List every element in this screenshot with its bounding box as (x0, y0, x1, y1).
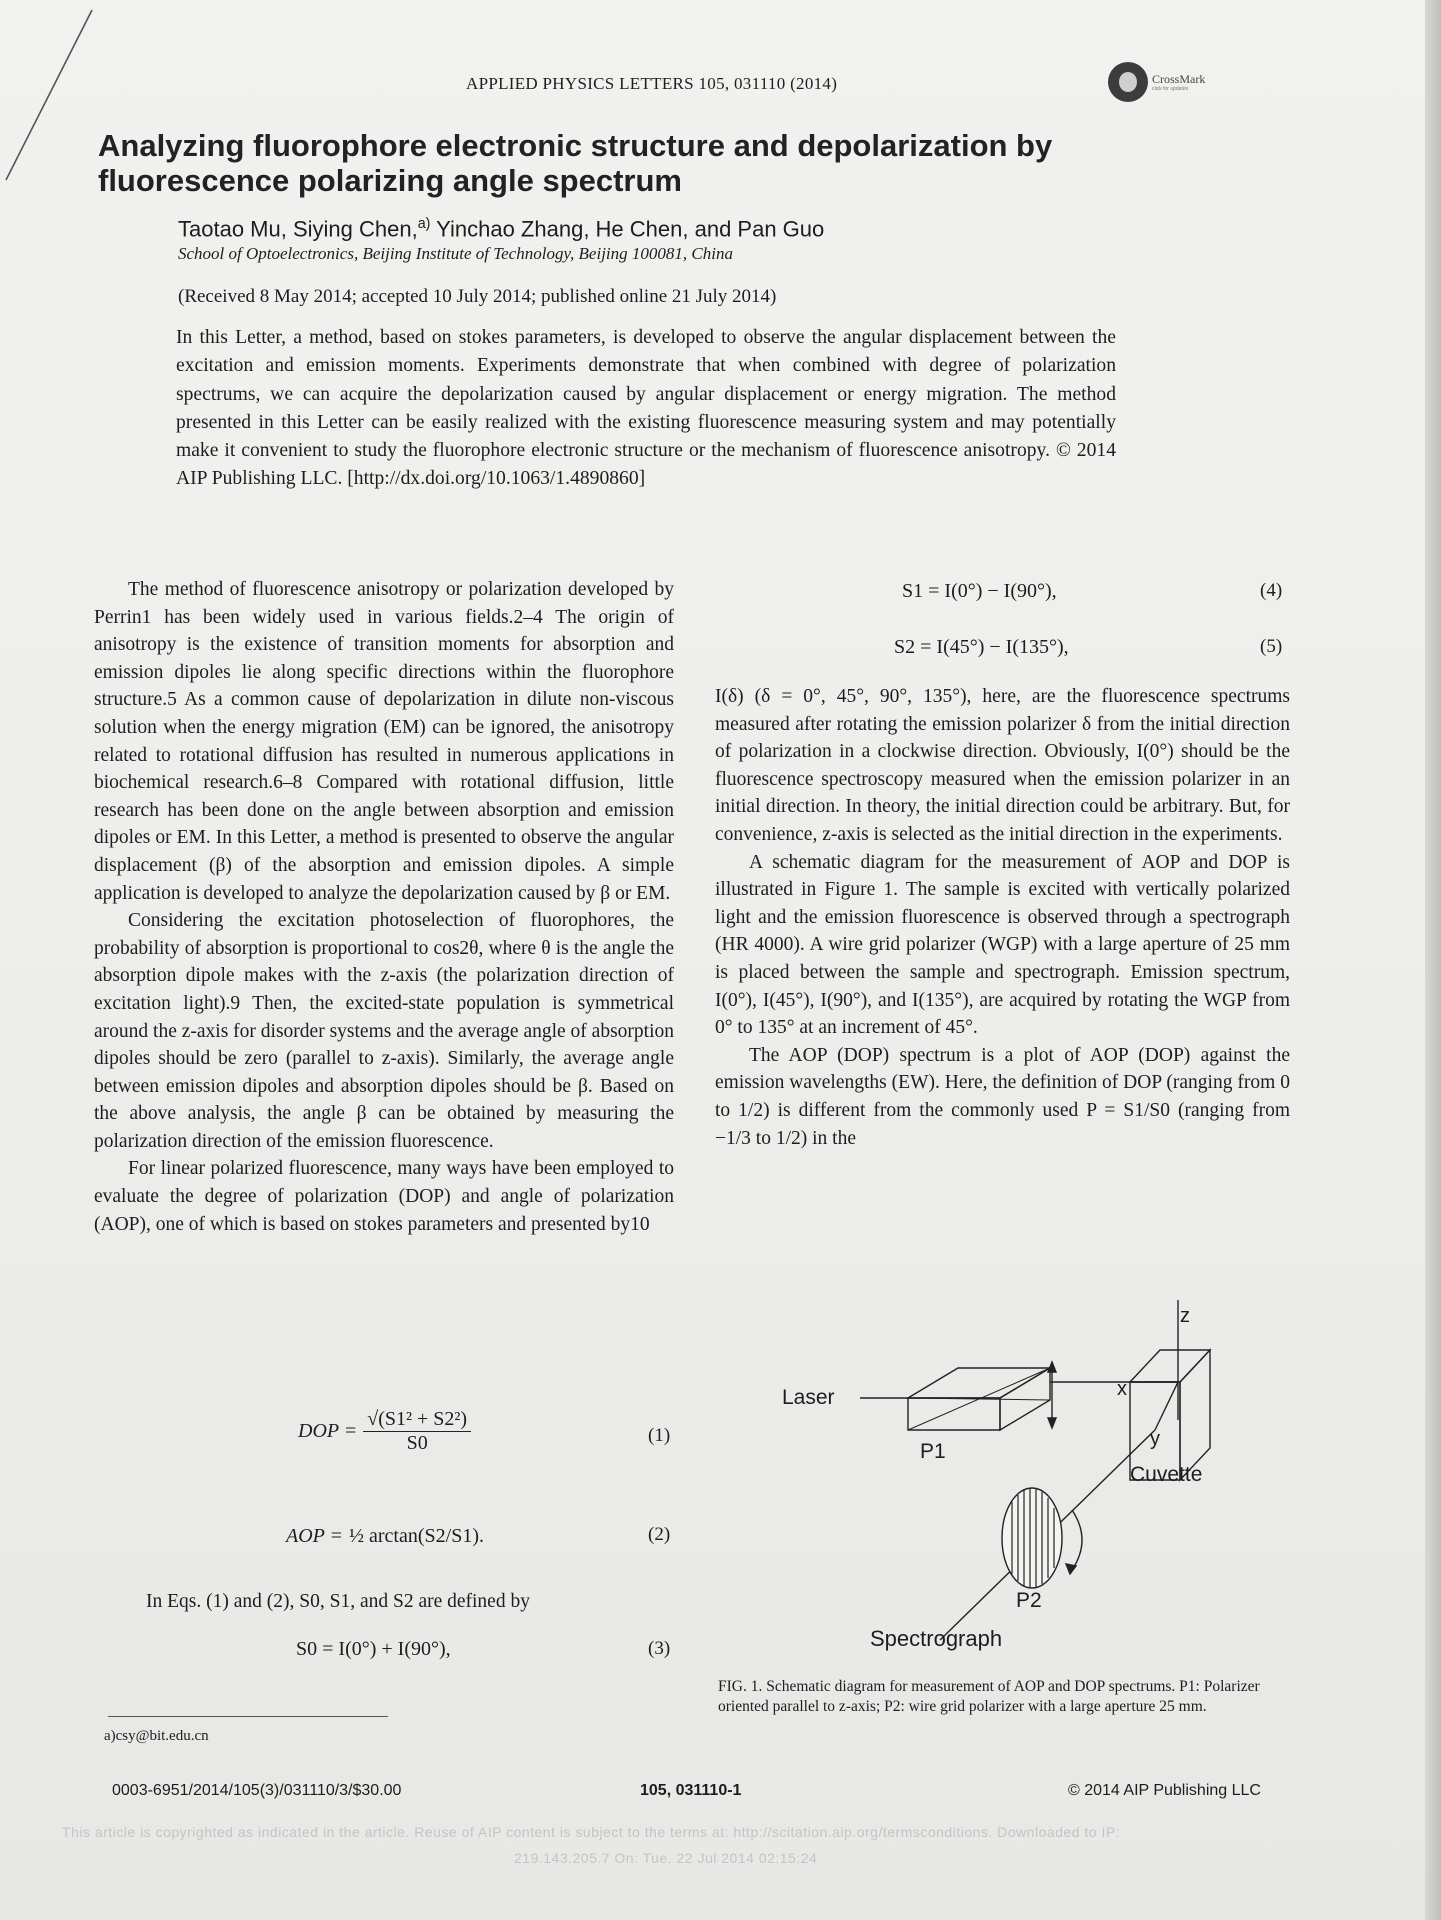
equation-1-number: (1) (648, 1425, 671, 1446)
abstract: In this Letter, a method, based on stokes parameters, is developed to observe the angular displacement between the excitation and emission moments. Experiments demonstrate that when combined with degree of polarization spectrums, we can acquire the depolarization caused by angular displacement or energy migration. The method presented in this Letter can be easily realized with the existing fluorescence measuring system and may potentially make it convenient to study the fluorophore electronic structure or the mechanism of fluorescence anisotropy. © 2014 AIP Publishing LLC. [http://dx.doi.org/10.1063/1.4890860] (176, 327, 1116, 490)
eq1-lhs: DOP = (298, 1420, 358, 1442)
eqs-defined-text: In Eqs. (1) and (2), S0, S1, and S2 are defined by (146, 1591, 530, 1612)
authors-b: Yinchao Zhang, He Chen, and Pan Guo (430, 216, 825, 242)
equation-2-number: (2) (648, 1524, 671, 1545)
figure-label-p2: P2 (1016, 1589, 1042, 1612)
footnote: a)csy@bit.edu.cn (104, 1728, 209, 1744)
paper-title: Analyzing fluorophore electronic structure and depolarization by fluorescence polarizing angle spectrum (98, 128, 1053, 198)
equation-5-number: (5) (1260, 636, 1283, 657)
crossmark-badge[interactable] (1108, 62, 1205, 102)
figure-label-x: x (1117, 1378, 1127, 1400)
author-list (178, 216, 824, 242)
equation-3-number: (3) (648, 1638, 671, 1659)
figure-label-spectrograph: Spectrograph (870, 1626, 1003, 1651)
equation-2 (286, 1525, 484, 1548)
equation-5: S2 = I(45°) − I(135°), (894, 636, 1069, 658)
crossmark-sub: click for updates (1152, 85, 1189, 92)
eq1-denominator: S0 (406, 1432, 428, 1454)
figure-label-z: z (1180, 1305, 1190, 1327)
received-dates: (Received 8 May 2014; accepted 10 July 2014; published online 21 July 2014) (178, 286, 777, 307)
footer-issn: 0003-6951/2014/105(3)/031110/3/$30.00 (112, 1782, 402, 1799)
figure-label-y: y (1150, 1428, 1160, 1450)
eq2-lhs: AOP = (286, 1525, 344, 1547)
crossmark-label: CrossMark (1152, 71, 1206, 86)
figure-label-cuvette: Cuvette (1130, 1463, 1203, 1486)
equation-1 (298, 1408, 471, 1455)
figure-label-p1: P1 (920, 1440, 946, 1463)
right-column (715, 683, 1290, 1152)
eq1-numerator: √(S1² + S2²) (363, 1408, 471, 1432)
page-edge-shadow (1425, 0, 1441, 1920)
author-footnote-mark: a) (417, 216, 431, 232)
authors-a: Taotao Mu, Siying Chen, (178, 216, 418, 242)
equation-4-number: (4) (1260, 580, 1283, 601)
left-column (94, 576, 674, 1238)
left-paragraph-3: For linear polarized fluorescence, many ways have been employed to evaluate the degree of polarization (DOP) and angle of polarization (AOP), one of which is based on stokes parameters and presented by10 (94, 1158, 674, 1235)
footer-copyright: © 2014 AIP Publishing LLC (1068, 1782, 1261, 1799)
download-watermark-line1: This article is copyrighted as indicated in the article. Reuse of AIP content is subject to the terms at: http://scitation.aip.org/termsconditions. Downloaded to IP: (62, 1824, 1121, 1840)
journal-header: APPLIED PHYSICS LETTERS 105, 031110 (2014) (466, 74, 838, 93)
figure-1-caption: FIG. 1. Schematic diagram for measurement of AOP and DOP spectrums. P1: Polarizer oriented parallel to z-axis; P2: wire grid polarizer with a large aperture 25 mm. (718, 1678, 1260, 1715)
figure-label-laser: Laser (782, 1386, 835, 1409)
eq2-body: ½ arctan(S2/S1). (349, 1525, 484, 1547)
right-paragraph-1: I(δ) (δ = 0°, 45°, 90°, 135°), here, are the fluorescence spectrums measured after rotating the emission polarizer δ from the initial direction of polarization in a clockwise direction. Obviously, I(0°) should be the fluorescence spectroscopy measured when the emission polarizer in an initial direction. In theory, the initial direction could be arbitrary. But, for convenience, z-axis is selected as the initial direction in the experiments. (715, 686, 1290, 845)
right-paragraph-2: A schematic diagram for the measurement of AOP and DOP is illustrated in Figure 1. The sample is excited with vertically polarized light and the emission fluorescence is observed through a spectrograph (HR 4000). A wire grid polarizer (WGP) with a large aperture of 25 mm is placed between the sample and spectrograph. Emission spectrum, I(0°), I(45°), I(90°), and I(135°), are acquired by rotating the WGP from 0° to 135° at an increment of 45°. (715, 851, 1290, 1039)
footer-page-number: 105, 031110-1 (640, 1782, 742, 1799)
corner-fold-line (0, 0, 110, 200)
crossmark-icon (1108, 62, 1148, 102)
download-watermark-line2: 219.143.205.7 On: Tue, 22 Jul 2014 02:15:24 (514, 1850, 818, 1866)
equation-3: S0 = I(0°) + I(90°), (296, 1638, 451, 1660)
left-paragraph-2: Considering the excitation photoselection of fluorophores, the probability of absorption is proportional to cos2θ, where θ is the angle the absorption dipole makes with the z-axis (the polarization direction of excitation light).9 Then, the excited-state population is symmetrical around the z-axis for disorder systems and the average angle of absorption dipoles should be zero (parallel to z-axis). Similarly, the average angle between emission dipoles and absorption dipoles should be β. Based on the above analysis, the angle β can be obtained by measuring the polarization direction of the emission fluorescence. (94, 910, 674, 1152)
affiliation: School of Optoelectronics, Beijing Institute of Technology, Beijing 100081, China (178, 244, 733, 263)
right-paragraph-3: The AOP (DOP) spectrum is a plot of AOP (DOP) against the emission wavelengths (EW). Here, the definition of DOP (ranging from 0 to 1/2) is different from the commonly used P = S1/S0 (ranging from −1/3 to 1/2) in the (715, 1044, 1290, 1149)
footnote-rule (108, 1716, 388, 1717)
eq1-fraction (363, 1408, 471, 1455)
left-paragraph-1: The method of fluorescence anisotropy or polarization developed by Perrin1 has been widely used in various fields.2–4 The origin of anisotropy is the existence of transition moments for absorption and emission dipoles lie along specific directions within the fluorophore structure.5 As a common cause of depolarization in dilute non-viscous solution when the energy migration (EM) can be ignored, the anisotropy related to rotational diffusion has resulted in numerous applications in biochemical research.6–8 Compared with rotational diffusion, little research has been done on the angle between absorption and emission dipoles or EM. In this Letter, a method is presented to observe the angular displacement (β) of the absorption and emission dipoles. A simple application is developed to analyze the depolarization caused by β or EM. (94, 579, 674, 904)
equation-4: S1 = I(0°) − I(90°), (902, 580, 1057, 602)
